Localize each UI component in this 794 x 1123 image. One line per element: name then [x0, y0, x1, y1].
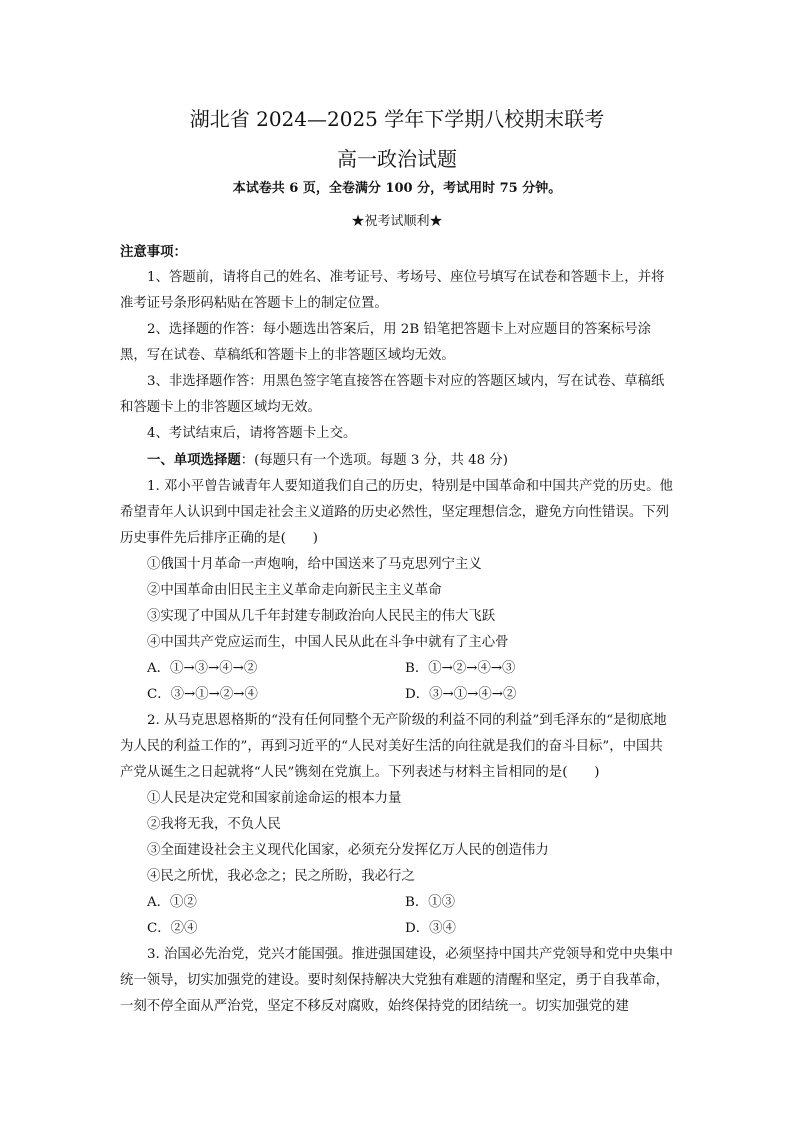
section-note: ：(每题只有一个选项。每题 3 分，共 48 分): [240, 453, 509, 468]
subject-title: 高一政治试题: [337, 147, 457, 171]
choice-row: [120, 916, 676, 942]
choice-a: A．①②: [147, 895, 197, 910]
question-option: ②中国革命由旧民主主义革命走向新民主主义革命: [147, 583, 442, 598]
choice-row: [120, 656, 676, 682]
section-title: 一、单项选择题: [147, 452, 241, 468]
question-option: ④民之所忧，我必念之；民之所盼，我必行之: [147, 869, 415, 884]
notice-item: 1、答题前，请将自己的姓名、准考证号、考场号、座位号填写在试卷和答题卡上，并将准考证号条形码粘贴在答题卡上的制定位置。: [120, 270, 665, 311]
exam-title: 湖北省 2024—2025 学年下学期八校期末联考: [189, 107, 605, 131]
choice-row: [120, 890, 676, 916]
question-stem: 2. 从马克思恩格斯的“没有任何同整个无产阶级的利益不同的利益”到毛泽东的“是彻底地为人民的利益工作的”，再到习近平的“人民对美好生活的向往就是我们的奋斗目标”，中国共产党从诞生之日起就将“人民”镌刻在党旗上。下列表述与材料主旨相同的是( ): [120, 713, 667, 780]
question-option: ④中国共产党应运而生，中国人民从此在斗争中就有了主心骨: [147, 635, 509, 650]
question-option: ②我将无我，不负人民: [147, 817, 281, 832]
question-option: ③全面建设社会主义现代化国家，必须充分发挥亿万人民的创造伟力: [147, 843, 549, 858]
exam-content: [120, 239, 676, 1020]
question-option: ③实现了中国从几千年封建专制政治向人民民主的伟大飞跃: [147, 609, 496, 624]
choice-row: [120, 682, 676, 708]
section-heading: [120, 447, 676, 474]
choice-d: D．③④: [405, 921, 456, 936]
choice-a: A．①→③→④→②: [147, 661, 258, 676]
question-option: ①人民是决定党和国家前途命运的根本力量: [147, 791, 402, 806]
choice-c: C．②④: [147, 921, 198, 936]
question-option: ①俄国十月革命一声炮响，给中国送来了马克思列宁主义: [147, 557, 482, 572]
exam-info: 本试卷共 6 页，全卷满分 100 分，考试用时 75 分钟。: [232, 181, 562, 196]
choice-b: B．①→②→④→③: [405, 661, 516, 676]
notice-heading: 注意事项：: [120, 244, 187, 260]
notice-item: 2、选择题的作答：每小题选出答案后，用 2B 铅笔把答题卡上对应题目的答案标号涂黑，写在试卷、草稿纸和答题卡上的非答题区域均无效。: [120, 322, 652, 363]
question-stem: 1. 邓小平曾告诫青年人要知道我们自己的历史，特别是中国革命和中国共产党的历史。他希望青年人认识到中国走社会主义道路的历史必然性，坚定理想信念，避免方向性错误。下列历史事件先后排序正确的是( ): [120, 479, 673, 546]
question-stem: 3. 治国必先治党，党兴才能国强。推进强国建设，必须坚持中国共产党领导和党中央集中统一领导，切实加强党的建设。要时刻保持解决大党独有难题的清醒和坚定，勇于自我革命，一刻不停全面从严治党，坚定不移反对腐败，始终保持党的团结统一。切实加强党的建: [120, 947, 673, 1014]
notice-item: 4、考试结束后，请将答题卡上交。: [147, 426, 357, 441]
exam-wish: ★祝考试顺利★: [351, 214, 443, 229]
choice-d: D．③→①→④→②: [405, 687, 517, 702]
choice-c: C．③→①→②→④: [147, 687, 258, 702]
choice-b: B．①③: [405, 895, 456, 910]
notice-item: 3、非选择题作答：用黑色签字笔直接答在答题卡对应的答题区域内，写在试卷、草稿纸和答题卡上的非答题区域均无效。: [120, 374, 665, 415]
